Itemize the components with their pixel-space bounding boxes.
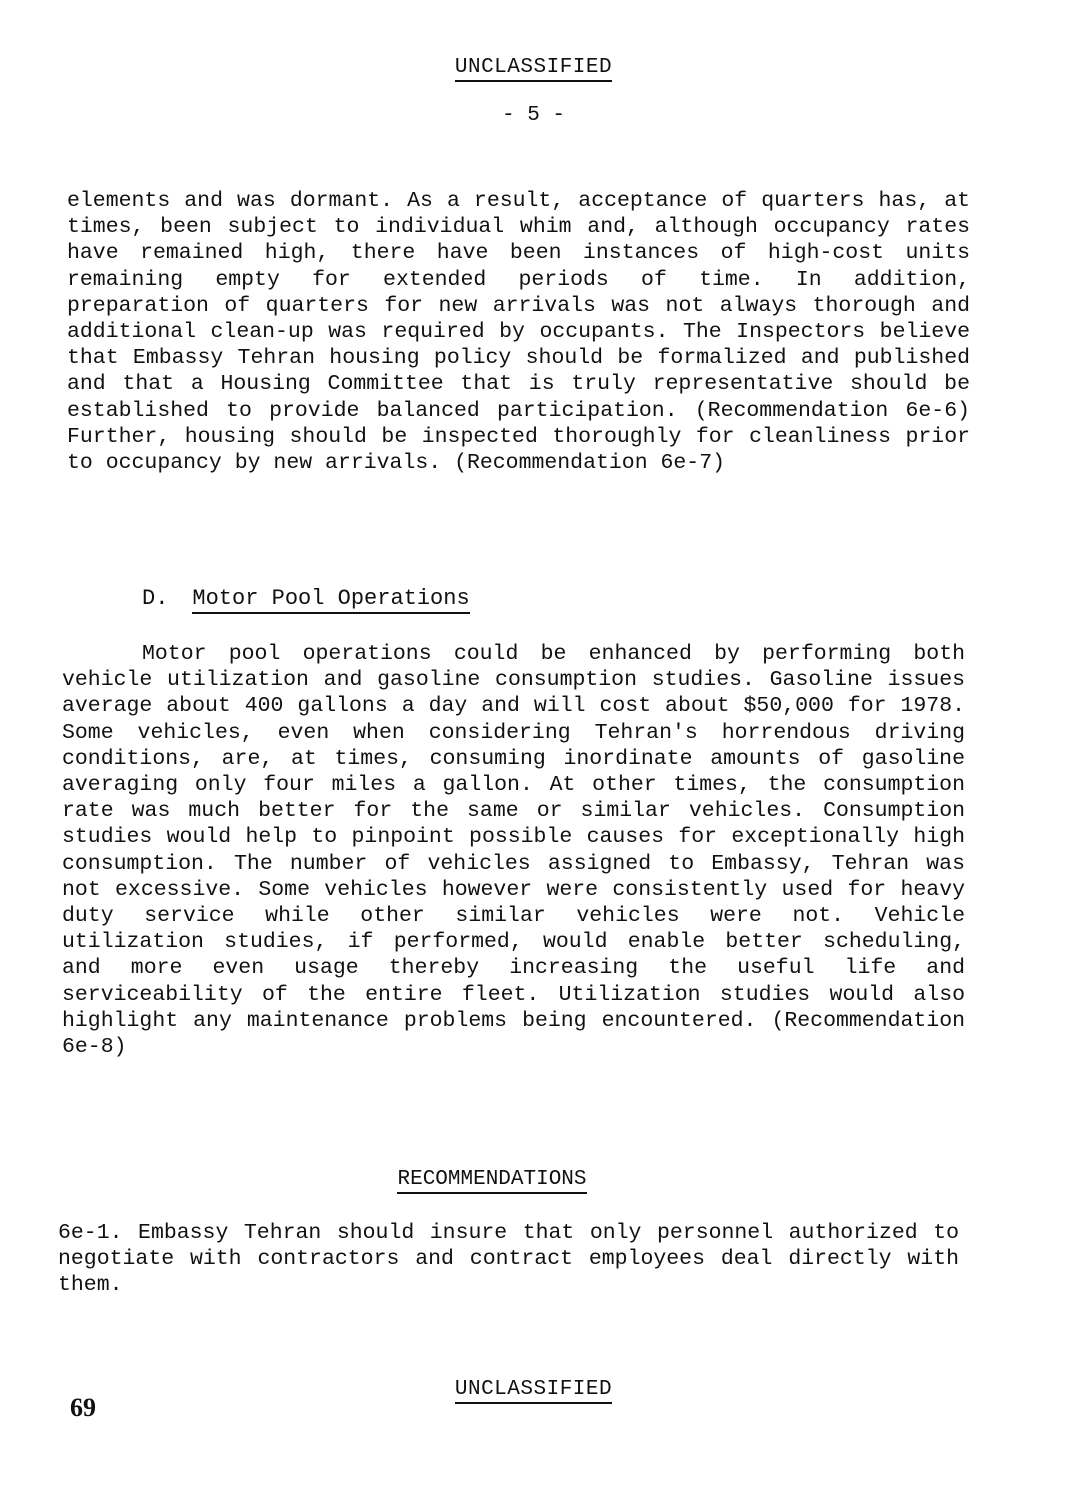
section-d-title: Motor Pool Operations — [192, 586, 469, 614]
classification-footer-text: UNCLASSIFIED — [455, 1378, 612, 1404]
classification-header — [0, 56, 1067, 79]
recommendations-heading-text: RECOMMENDATIONS — [397, 1168, 586, 1194]
section-d-heading — [142, 586, 470, 611]
paragraph-motor-pool: Motor pool operations could be enhanced by performing both vehicle utilization and gasoline consumption studies. Gasoline issues average about 400 gallons a day and will cost about $50,000 for 1978. Some vehicles, even when considering Tehran's horrendous driving conditions, are, at times, consuming inordinate amounts of gasoline averaging only four miles a gallon. At other times, the consumption rate was much better for the same or similar vehicles. Consumption studies would help to pinpoint possible causes for exceptionally high consumption. The number of vehicles assigned to Embassy, Tehran was not excessive. Some vehicles however were consistently used for heavy duty service while other similar vehicles were not. Vehicle utilization studies, if performed, would enable better scheduling, and more even usage thereby increasing the useful life and serviceability of the entire fleet. Utilization studies would also highlight any maintenance problems being encountered. (Recommendation 6e-8) — [62, 642, 965, 1060]
recommendation-6e-1: 6e-1. Embassy Tehran should insure that only personnel authorized to negotiate with contractors and contract employees deal directly with them. — [58, 1221, 959, 1298]
section-d-label: D. — [142, 586, 169, 611]
folio-number: 69 — [70, 1393, 96, 1422]
paragraph-housing: elements and was dormant. As a result, acceptance of quarters has, at times, been subject to individual whim and, although occupancy rates have remained high, there have been instances of high-cost units remaining empty for extended periods of time. In addition, preparation of quarters for new arrivals was not always thorough and additional clean-up was required by occupants. The Inspectors believe that Embassy Tehran housing policy should be formalized and published and that a Housing Committee that is truly representative should be established to provide balanced participation. (Recommendation 6e-6) Further, housing should be inspected thoroughly for cleanliness prior to occupancy by new arrivals. (Recommendation 6e-7) — [67, 189, 970, 476]
classification-footer — [0, 1378, 1067, 1401]
page-number: - 5 - — [501, 104, 565, 127]
classification-header-text: UNCLASSIFIED — [455, 56, 612, 82]
recommendations-heading — [0, 1168, 984, 1191]
